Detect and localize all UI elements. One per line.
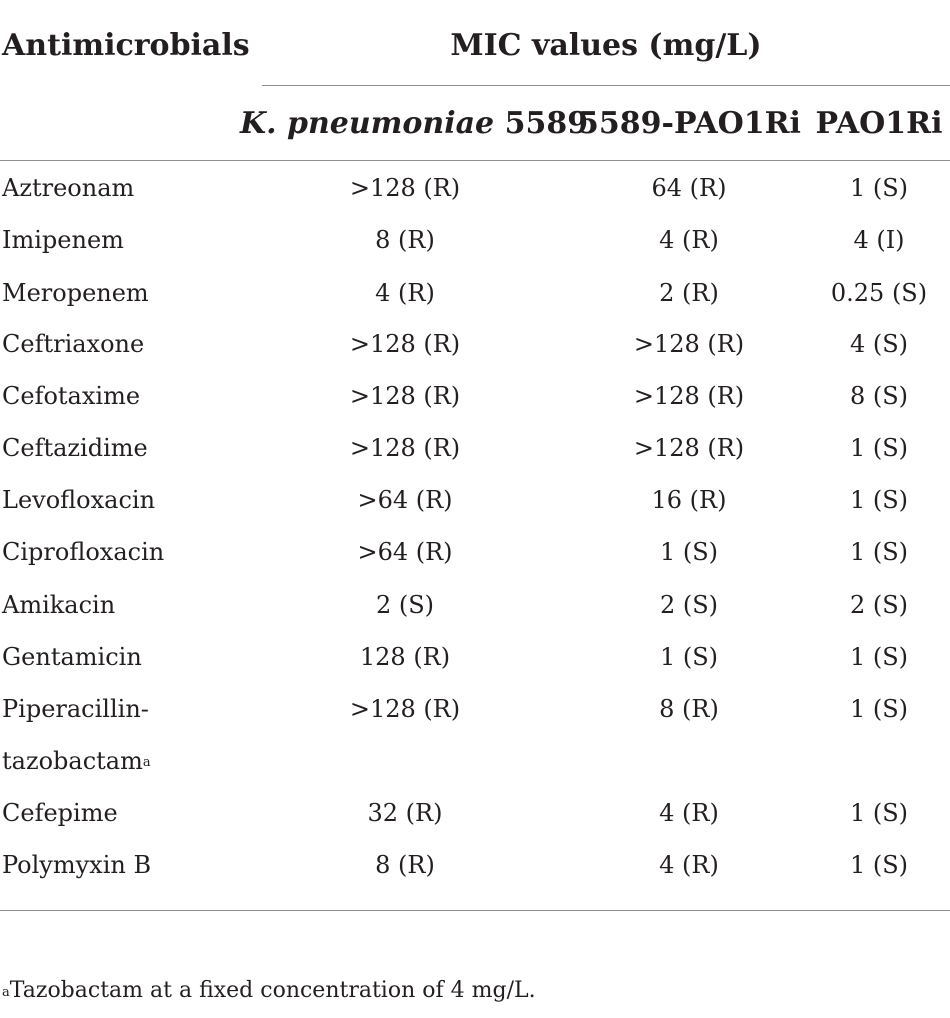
row-antimicrobial-name: Ceftazidime [2,434,148,462]
row-value-5589-pao1ri: 1 (S) [659,643,719,671]
row-antimicrobial-name: Amikacin [2,591,116,619]
table-header-group: MIC values (mg/L) [450,28,762,63]
row-antimicrobial-name: Gentamicin [2,643,142,671]
row-antimicrobial-name: Piperacillin- [2,695,149,723]
header-bottom-rule [0,160,950,161]
row-value-pao1ri: 2 (S) [849,591,909,619]
row-antimicrobial-name-cont [2,746,151,776]
row-value-pao1ri: 1 (S) [849,538,909,566]
row-value-5589-pao1ri: 8 (R) [659,695,719,723]
row-value-kpneumoniae: 128 (R) [359,643,451,671]
table-header-col2: 5589-PAO1Ri [578,106,801,141]
row-value-5589-pao1ri: >128 (R) [633,434,745,462]
header-group-rule [262,85,950,86]
row-value-pao1ri: 1 (S) [849,851,909,879]
col1-species: K. pneumoniae [240,106,495,141]
row-value-pao1ri: 0.25 (S) [830,279,928,307]
table-header-col1 [240,106,589,142]
row-value-5589-pao1ri: 2 (R) [659,279,719,307]
row-antimicrobial-name: Levofloxacin [2,486,156,514]
row-value-5589-pao1ri: 1 (S) [659,538,719,566]
row-value-pao1ri: 1 (S) [849,643,909,671]
row-value-5589-pao1ri: 4 (R) [659,799,719,827]
row-value-kpneumoniae: >64 (R) [357,538,453,566]
row-value-5589-pao1ri: 64 (R) [651,174,727,202]
row-antimicrobial-name: Ciprofloxacin [2,538,165,566]
row-value-pao1ri: 1 (S) [849,486,909,514]
row-value-kpneumoniae: 8 (R) [375,851,435,879]
table-bottom-rule [0,910,950,911]
row-value-kpneumoniae: >128 (R) [349,382,461,410]
row-antimicrobial-name: Aztreonam [2,174,135,202]
footnote-text: Tazobactam at a fixed concentration of 4 mg/L. [9,978,536,1003]
row-value-pao1ri: 4 (I) [853,226,905,254]
row-footnote-marker: a [142,755,151,770]
row-antimicrobial-name: Cefepime [2,799,118,827]
row-value-pao1ri: 1 (S) [849,174,909,202]
row-value-kpneumoniae: >128 (R) [349,174,461,202]
row-value-kpneumoniae: >128 (R) [349,330,461,358]
row-value-kpneumoniae: 32 (R) [367,799,443,827]
row-value-5589-pao1ri: 16 (R) [651,486,727,514]
row-antimicrobial-name: Polymyxin B [2,851,152,879]
row-value-pao1ri: 1 (S) [849,434,909,462]
row-value-5589-pao1ri: 4 (R) [659,851,719,879]
row-antimicrobial-name: Imipenem [2,226,124,254]
table-header-first-col: Antimicrobials [2,28,250,63]
row-value-5589-pao1ri: >128 (R) [633,382,745,410]
row-value-kpneumoniae: >128 (R) [349,695,461,723]
row-antimicrobial-name: Cefotaxime [2,382,141,410]
footnote [2,976,536,1006]
footnote-marker: a [2,985,10,1000]
row-value-pao1ri: 4 (S) [849,330,909,358]
row-value-5589-pao1ri: 4 (R) [659,226,719,254]
row-value-kpneumoniae: 2 (S) [375,591,435,619]
col1-strain: 5589 [494,106,589,141]
table-header-col3: PAO1Ri [815,106,943,141]
row-value-kpneumoniae: 8 (R) [375,226,435,254]
row-value-5589-pao1ri: 2 (S) [659,591,719,619]
row-value-5589-pao1ri: >128 (R) [633,330,745,358]
row-value-pao1ri: 1 (S) [849,799,909,827]
row-antimicrobial-name: Ceftriaxone [2,330,145,358]
row-value-kpneumoniae: >64 (R) [357,486,453,514]
row-value-kpneumoniae: 4 (R) [375,279,435,307]
row-name-cont-text: tazobactam [2,747,143,775]
row-value-kpneumoniae: >128 (R) [349,434,461,462]
row-value-pao1ri: 8 (S) [849,382,909,410]
row-antimicrobial-name: Meropenem [2,279,149,307]
row-value-pao1ri: 1 (S) [849,695,909,723]
